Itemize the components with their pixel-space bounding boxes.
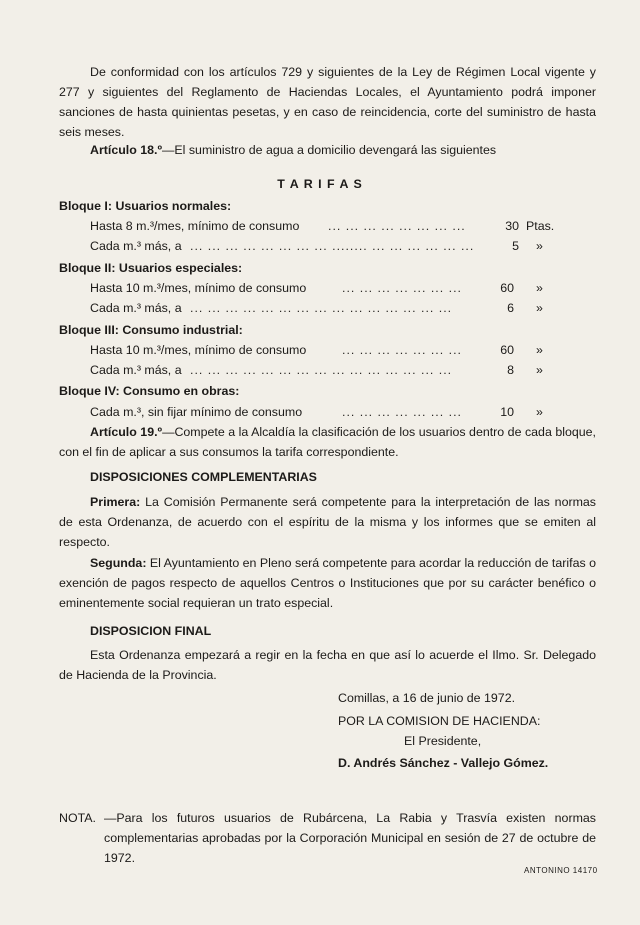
row-value: 30 (505, 219, 519, 233)
bloque-3-row-2 (90, 360, 560, 380)
article-19-label: Artículo 19.º (90, 425, 163, 439)
row-value: 10 (500, 405, 514, 419)
article-18-label: Artículo 18.º (90, 143, 163, 157)
row-unit: » (536, 281, 543, 295)
row-leader: ... ... ... ... ... ... ... (342, 343, 462, 357)
row-value: 60 (500, 343, 514, 357)
segunda-text: El Ayuntamiento en Pleno será competente para acordar la reducción de tarifas o exención de pagos respecto de aquellos Centros o Instituciones que por su carácter benéfico o eminentemente social requieran un trato especial. (59, 556, 597, 610)
bloque-2-row-2 (90, 298, 560, 318)
row-value: 6 (507, 301, 514, 315)
row-leader: ... ... ... ... ... ... ... ... ... ... ... ... ... ... ... (190, 301, 453, 315)
row-value: 60 (500, 281, 514, 295)
printer-mark: ANTONINO 14170 (524, 866, 598, 875)
signature-comision: POR LA COMISION DE HACIENDA: (338, 714, 541, 728)
primera-label: Primera: (90, 495, 141, 509)
row-label: Cada m.³ más, a (90, 301, 182, 315)
row-value: 8 (507, 363, 514, 377)
nota (59, 808, 596, 868)
disposicion-final-text: Esta Ordenanza empezará a regir en la fecha en que así lo acuerde el Ilmo. Sr. Delegado de Hacienda de la Provincia. (59, 648, 596, 682)
bloque-3-title: Bloque III: Consumo industrial: (59, 323, 243, 337)
disposicion-final-heading: DISPOSICION FINAL (90, 624, 212, 638)
article-19-text: —Compete a la Alcaldía la clasificación de los usuarios dentro de cada bloque, con el fin de aplicar a sus consumos la tarifa correspondiente. (59, 425, 596, 459)
bloque-3-row-1 (90, 340, 560, 360)
row-leader: ... ... ... ... ... ... ... (342, 281, 462, 295)
bloque-1-row-2 (90, 236, 560, 256)
bloque-1-title: Bloque I: Usuarios normales: (59, 199, 232, 213)
nota-text: —Para los futuros usuarios de Rubárcena, La Rabia y Trasvía existen normas complementarias aprobadas por la Corporación Municipal en sesión de 27 de octubre de 1972. (104, 811, 596, 865)
row-leader: ... ... ... ... ... ... ... ... (328, 219, 466, 233)
row-leader: ... ... ... ... ... ... ... (342, 405, 462, 419)
signature-date: Comillas, a 16 de junio de 1972. (338, 691, 516, 705)
signature-role: El Presidente, (404, 734, 482, 748)
row-unit: » (536, 363, 543, 377)
signature-name: D. Andrés Sánchez - Vallejo Gómez. (338, 756, 549, 770)
row-label: Cada m.³, sin fijar mínimo de consumo (90, 405, 303, 419)
disposiciones-complementarias-heading: DISPOSICIONES COMPLEMENTARIAS (90, 470, 317, 484)
row-unit: Ptas. (526, 219, 555, 233)
intro-paragraph: De conformidad con los artículos 729 y siguientes de la Ley de Régimen Local vigente y 277 y siguientes del Reglamento de Haciendas Locales, el Ayuntamiento podrá imponer sanciones de hasta quinientas pesetas, y en caso de reincidencia, corte del suministro de hasta seis meses. (59, 65, 596, 139)
bloque-2-title: Bloque II: Usuarios especiales: (59, 261, 243, 275)
row-label: Hasta 10 m.³/mes, mínimo de consumo (90, 343, 307, 357)
row-unit: » (536, 239, 543, 253)
primera-text: La Comisión Permanente será competente para la interpretación de las normas de esta Ordenanza, de acuerdo con el espíritu de la misma y los informes que se emiten al respecto. (59, 495, 596, 549)
disposicion-segunda (59, 553, 596, 613)
nota-label: NOTA. (59, 811, 96, 825)
bloque-1-row-1 (90, 216, 560, 236)
article-18 (59, 140, 596, 160)
bloque-2-row-1 (90, 278, 560, 298)
row-value: 5 (512, 239, 519, 253)
row-unit: » (536, 405, 543, 419)
row-unit: » (536, 343, 543, 357)
segunda-label: Segunda: (90, 556, 147, 570)
row-label: Hasta 10 m.³/mes, mínimo de consumo (90, 281, 307, 295)
row-label: Cada m.³ más, a (90, 363, 182, 377)
row-unit: » (536, 301, 543, 315)
disposicion-primera (59, 492, 596, 552)
row-label: Hasta 8 m.³/mes, mínimo de consumo (90, 219, 300, 233)
bloque-4-row-1 (90, 402, 560, 422)
article-19 (59, 422, 596, 462)
row-leader: ... ... ... ... ... ... ... ... ........ ... ... ... ... ... ... (190, 239, 475, 253)
row-leader: ... ... ... ... ... ... ... ... ... ... ... ... ... ... ... (190, 363, 453, 377)
article-18-text: —El suministro de agua a domicilio devengará las siguientes (162, 143, 497, 157)
row-label: Cada m.³ más, a (90, 239, 182, 253)
bloque-4-title: Bloque IV: Consumo en obras: (59, 384, 240, 398)
tarifas-heading: T A R I F A S (277, 177, 363, 191)
